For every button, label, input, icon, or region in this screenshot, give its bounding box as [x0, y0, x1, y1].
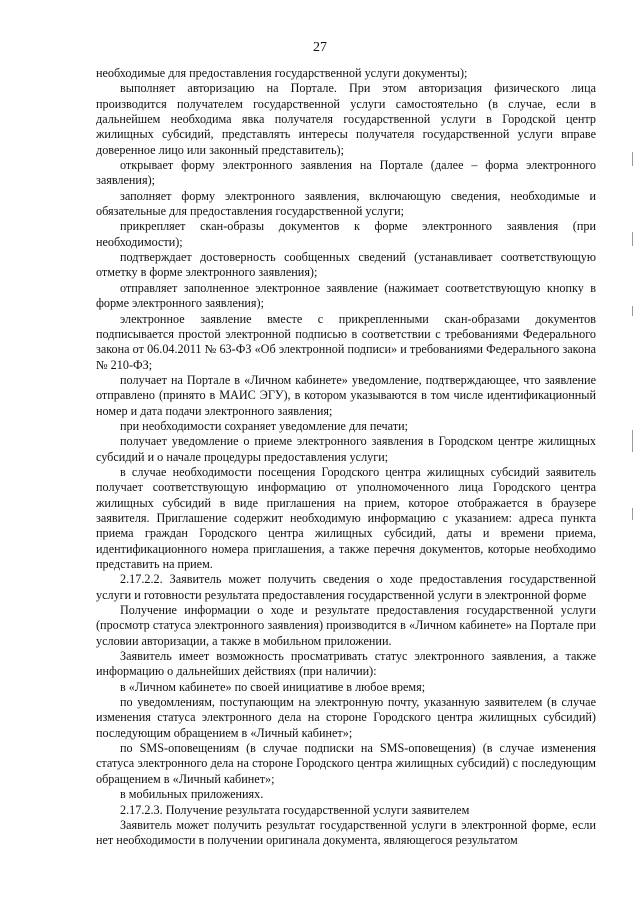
paragraph-9: получает на Портале в «Личном кабинете» уведомление, подтверждающее, что заявление отправлено (принято в МАИС ЭГУ), в котором указываются в том числе идентификационный номер и дата подачи электронного заявления; — [96, 372, 596, 418]
paragraph-17: по уведомлениям, поступающим на электронную почту, указанную заявителем (в случае изменения статуса электронного дела на стороне Городского центра жилищных субсидий) последующим обращением в «Личный кабинет»; — [96, 695, 596, 740]
section-2-17-2-3: 2.17.2.3. Получение результата государственной услуги заявителем — [120, 802, 470, 817]
paragraph-6: подтверждает достоверность сообщенных сведений (устанавливает соответствующую отметку в форме электронного заявления); — [96, 250, 596, 280]
scan-margin-mark — [632, 152, 633, 166]
paragraph-7: отправляет заполненное электронное заявление (нажимает соответствующую кнопку в форме электронного заявления); — [96, 280, 596, 311]
scan-margin-mark — [632, 508, 633, 520]
paragraph-19: в мобильных приложениях. — [120, 787, 264, 802]
paragraph-5: прикрепляет скан-образы документов к форме электронного заявления (при необходимости); — [96, 219, 596, 249]
scan-margin-mark — [632, 232, 633, 246]
paragraph-2: выполняет авторизацию на Портале. При этом авторизация физического лица производится получателем государственной услуги самостоятельно (в случае, если в дальнейшем необходима явка получателя государственной услуги в Городской центр жилищных субсидий, представлять интересы получателя государственной услуги вправе доверенное лицо или законный представитель); — [96, 81, 596, 157]
paragraph-4: заполняет форму электронного заявления, включающую сведения, необходимые и обязательные для предоставления государственной услуги; — [96, 188, 596, 219]
paragraph-14: Получение информации о ходе и результате предоставления государственной услуги (просмотр статуса электронного заявления) производится в «Личном кабинете» на Портале при условии авторизации, а также в мобильном приложении. — [96, 603, 596, 648]
paragraph-11: получает уведомление о приеме электронного заявления в Городском центре жилищных субсидий и о начале процедуры предоставления услуги; — [96, 434, 596, 464]
paragraph-8: электронное заявление вместе с прикрепленными скан-образами документов подписывается простой электронной подписью в соответствии с требованиями Федерального закона от 06.04.2011 № 63-ФЗ «Об электронной подписи» и требованиями Федерального закона № 210-ФЗ; — [96, 311, 596, 372]
paragraph-21: Заявитель может получить результат государственной услуги в электронной форме, если нет необходимости в получении оригинала документа, являющегося результатом — [96, 817, 596, 848]
paragraph-12: в случае необходимости посещения Городского центра жилищных субсидий заявитель получает соответствующую информацию от уполномоченного лица Городского центра жилищных субсидий в виде приглашения на прием, которое отображается в браузере заявителя. Приглашение содержит необходимую информацию с указанием: адреса пункта приема граждан Городского центра жилищных субсидий, даты и времени приема, идентификационного номера приглашения, а также перечня документов, которые необходимо представить на прием. — [96, 464, 596, 571]
paragraph-10: при необходимости сохраняет уведомление для печати; — [120, 418, 408, 433]
scan-margin-mark — [632, 306, 633, 316]
scan-margin-mark — [632, 430, 633, 452]
paragraph-1: необходимые для предоставления государственной услуги документы); — [96, 66, 468, 80]
paragraph-18: по SMS-оповещениям (в случае подписки на SMS-оповещения) (в случае изменения статуса электронного дела на стороне Городского центра жилищных субсидий) с последующим обращением в «Личный кабинет»; — [96, 741, 596, 786]
section-2-17-2-2: 2.17.2.2. Заявитель может получить сведения о ходе предоставления государственной услуги и готовности результата предоставления государственной услуги в электронной форме — [96, 572, 596, 602]
page-number: 27 — [313, 40, 327, 55]
paragraph-3: открывает форму электронного заявления на Портале (далее – форма электронного заявления); — [96, 158, 596, 188]
paragraph-16: в «Личном кабинете» по своей инициативе в любое время; — [120, 679, 426, 694]
document-body — [96, 66, 596, 849]
paragraph-15: Заявитель имеет возможность просматривать статус электронного заявления, а также информацию о дальнейших действиях (при наличии): — [96, 649, 596, 679]
